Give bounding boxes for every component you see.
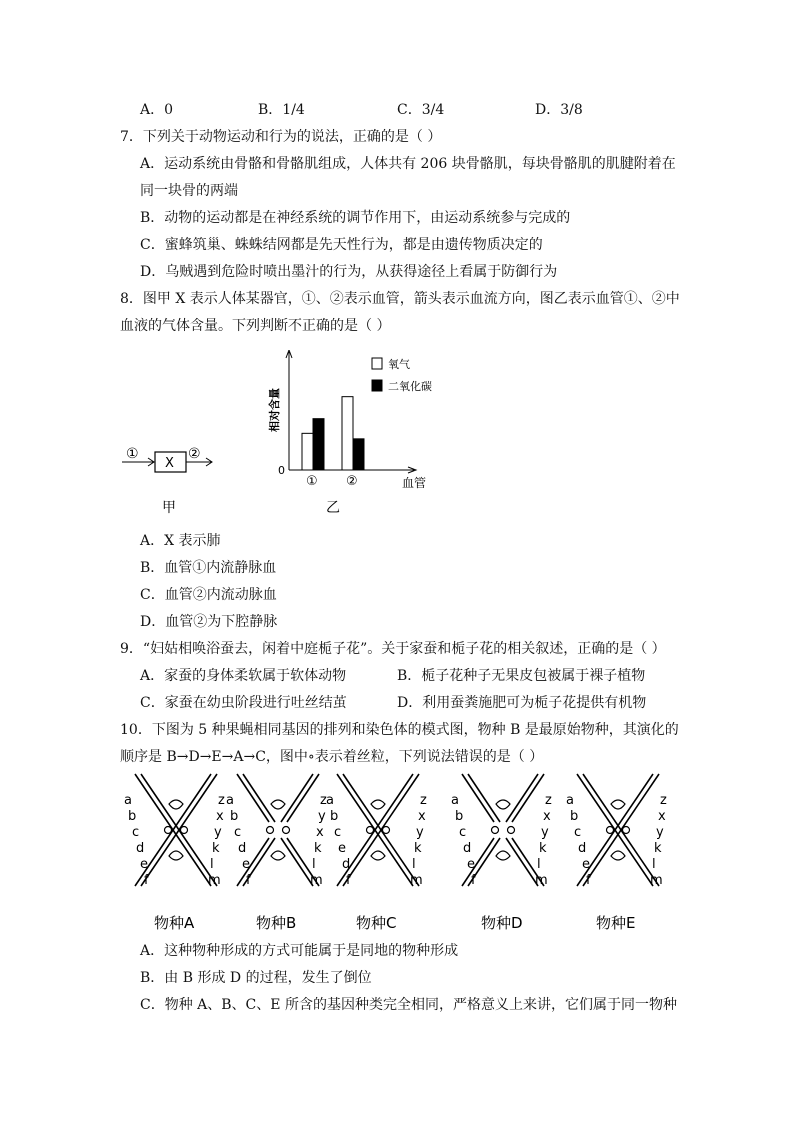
gene-label: c <box>234 825 242 840</box>
bar-oxygen-vessel-1 <box>302 433 313 470</box>
fig-jia-caption: 甲 <box>162 500 176 516</box>
q10-stem: 10．下图为 5 种果蝇相同基因的排列和染色体的模式图，物种 B 是最原始物种，其演化的 <box>120 722 679 738</box>
gene-label: b <box>455 809 464 824</box>
gene-label: l <box>210 857 214 872</box>
bar-co2-vessel-1 <box>313 419 324 470</box>
centromere-mark <box>267 827 274 834</box>
chromosome-species-1 <box>124 774 225 932</box>
legend-label: 氧气 <box>388 358 410 371</box>
q9-stem: 9．“妇姑相唤浴蚕去，闲着中庭栀子花”。关于家蚕和栀子花的相关叙述，正确的是（ ） <box>120 641 666 657</box>
q10-option-c: C．物种 A、B、C、E 所含的基因种类完全相同，严格意义上来讲，它们属于同一物种 <box>140 997 677 1013</box>
species-caption: 物种D <box>481 914 523 932</box>
centromere-mark <box>283 827 290 834</box>
q8-stem-cont: 血液的气体含量。下列判断不正确的是（ ） <box>120 318 391 334</box>
fig-jia-organ-label: X <box>165 456 174 471</box>
gene-label: e <box>582 857 590 872</box>
chromatid-line <box>281 838 313 886</box>
gene-label: z <box>420 793 427 808</box>
gene-label: z <box>545 793 552 808</box>
gene-label: z <box>320 793 327 808</box>
gene-label: b <box>570 809 579 824</box>
q7-option-c: C．蜜蜂筑巢、蛛蛛结网都是先天性行为，都是由遗传物质决定的 <box>140 237 543 253</box>
centromere-mark <box>623 827 630 834</box>
centromere-mark <box>607 827 614 834</box>
fig-yi-caption: 乙 <box>326 500 340 516</box>
gene-label: k <box>212 841 220 856</box>
gene-label: c <box>459 825 467 840</box>
chromatid-line <box>243 774 275 822</box>
q10-stem-cont: 顺序是 B→D→E→A→C，图中∘表示着丝粒，下列说法错误的是（ ） <box>120 749 544 765</box>
gene-label: l <box>652 857 656 872</box>
spindle-mark <box>611 851 625 860</box>
species-caption: 物种B <box>256 914 297 932</box>
legend-swatch <box>372 380 382 391</box>
gene-label: y <box>214 825 222 840</box>
chart-origin: 0 <box>278 464 285 477</box>
chart-xlabel: 血管 <box>402 476 427 490</box>
q6-option-d: D．3/8 <box>535 102 583 118</box>
gene-label: k <box>654 841 662 856</box>
spindle-mark <box>271 800 285 809</box>
chromatid-line <box>512 774 544 822</box>
spindle-mark <box>169 851 183 860</box>
gene-label: b <box>330 809 339 824</box>
gene-label: k <box>314 841 322 856</box>
species-caption: 物种C <box>356 914 397 932</box>
chromatid-line <box>462 774 494 822</box>
gene-label: d <box>136 841 145 856</box>
q7-stem: 7．下列关于动物运动和行为的说法，正确的是（ ） <box>120 129 442 145</box>
gene-label: a <box>451 793 459 808</box>
species-caption: 物种A <box>154 914 195 932</box>
q9-option-c: C．家蚕在幼虫阶段进行吐丝结茧 <box>140 695 347 711</box>
gene-label: a <box>326 793 334 808</box>
species-caption: 物种E <box>596 914 636 932</box>
gene-label: c <box>132 825 140 840</box>
chromatid-line <box>506 774 538 822</box>
q8-stem: 8．图甲 X 表示人体某器官，①、②表示血管，箭头表示血流方向，图乙表示血管①、②中 <box>120 291 680 307</box>
gene-label: d <box>463 841 472 856</box>
centromere-mark <box>508 827 515 834</box>
centromere-mark <box>367 827 374 834</box>
gene-label: m <box>535 873 548 888</box>
gene-label: k <box>414 841 422 856</box>
spindle-mark <box>169 800 183 809</box>
gene-label: x <box>658 809 666 824</box>
gene-label: y <box>318 809 326 824</box>
figure-jia <box>120 440 230 520</box>
bar-oxygen-vessel-2 <box>342 397 353 470</box>
gene-label: z <box>660 793 667 808</box>
gene-label: z <box>218 793 225 808</box>
gene-label: k <box>539 841 547 856</box>
gene-label: m <box>650 873 663 888</box>
legend-label: 二氧化碳 <box>388 380 432 393</box>
gene-label: f <box>246 873 251 888</box>
q7-option-b: B．动物的运动都是在神经系统的调节作用下，由运动系统参与完成的 <box>140 210 571 226</box>
q8-option-c: C．血管②内流动脉血 <box>140 587 277 603</box>
gene-label: y <box>541 825 549 840</box>
gene-label: a <box>566 793 574 808</box>
spindle-mark <box>271 851 285 860</box>
figure-yi-chart <box>262 350 442 520</box>
gene-label: x <box>316 825 324 840</box>
fig-jia-label-out: ② <box>188 446 201 462</box>
gene-label: b <box>230 809 239 824</box>
chromatid-line <box>468 774 500 822</box>
q10-option-b: B．由 B 形成 D 的过程，发生了倒位 <box>140 970 372 986</box>
centromere-mark <box>492 827 499 834</box>
q7-option-a: A．运动系统由骨骼和骨骼肌组成，人体共有 206 块骨骼肌，每块骨骼肌的肌腱附着在 <box>140 156 676 172</box>
gene-label: d <box>342 857 351 872</box>
gene-label: f <box>346 873 351 888</box>
gene-label: a <box>124 793 132 808</box>
gene-label: m <box>208 873 221 888</box>
gene-label: f <box>144 873 149 888</box>
gene-label: c <box>574 825 582 840</box>
spindle-mark <box>371 800 385 809</box>
gene-label: e <box>242 857 250 872</box>
spindle-mark <box>496 851 510 860</box>
spindle-mark <box>611 800 625 809</box>
q10-option-a: A．这种物种形成的方式可能属于是同地的物种形成 <box>140 943 459 959</box>
legend-swatch <box>372 358 382 369</box>
gene-label: b <box>128 809 137 824</box>
gene-label: e <box>467 857 475 872</box>
q8-option-d: D．血管②为下腔静脉 <box>140 614 278 630</box>
gene-label: m <box>410 873 423 888</box>
spindle-mark <box>371 851 385 860</box>
q6-option-a: A．0 <box>140 102 174 118</box>
gene-label: f <box>586 873 591 888</box>
gene-label: d <box>578 841 587 856</box>
gene-label: c <box>334 825 342 840</box>
chromosome-figure <box>118 770 688 940</box>
q9-option-b: B．栀子花种子无果皮包被属于裸子植物 <box>397 668 646 684</box>
centromere-mark <box>165 827 172 834</box>
q9-option-d: D．利用蚕粪施肥可为栀子花提供有机物 <box>397 695 647 711</box>
gene-label: e <box>338 841 346 856</box>
gene-label: l <box>412 857 416 872</box>
gene-label: y <box>416 825 424 840</box>
q6-option-c: C．3/4 <box>397 102 445 118</box>
chromatid-line <box>237 774 269 822</box>
chromatid-line <box>287 774 319 822</box>
gene-label: d <box>238 841 247 856</box>
chromatid-line <box>506 838 538 886</box>
chromosome-species-4 <box>451 774 552 932</box>
x-tick-label: ① <box>306 474 318 489</box>
fig-jia-label-in: ① <box>126 446 139 462</box>
bar-co2-vessel-2 <box>353 439 364 470</box>
gene-label: e <box>140 857 148 872</box>
q8-option-b: B．血管①内流静脉血 <box>140 560 277 576</box>
centromere-mark <box>181 827 188 834</box>
chromatid-line <box>281 774 313 822</box>
gene-label: x <box>418 809 426 824</box>
q6-option-b: B．1/4 <box>258 102 305 118</box>
q8-option-a: A．X 表示肺 <box>140 533 221 549</box>
chromosome-species-5 <box>566 774 667 932</box>
gene-label: a <box>226 793 234 808</box>
q7-option-a-cont: 同一块骨的两端 <box>140 183 238 199</box>
chart-ylabel: 相对含量 <box>268 388 281 432</box>
gene-label: l <box>312 857 316 872</box>
gene-label: l <box>537 857 541 872</box>
gene-label: x <box>216 809 224 824</box>
centromere-mark <box>383 827 390 834</box>
gene-label: y <box>656 825 664 840</box>
q7-option-d: D．乌贼遇到危险时喷出墨汁的行为，从获得途径上看属于防御行为 <box>140 264 558 280</box>
gene-label: f <box>471 873 476 888</box>
spindle-mark <box>496 800 510 809</box>
gene-label: m <box>310 873 323 888</box>
chromosome-species-2 <box>226 774 327 932</box>
gene-label: x <box>543 809 551 824</box>
x-tick-label: ② <box>346 474 358 489</box>
q9-option-a: A．家蚕的身体柔软属于软体动物 <box>140 668 347 684</box>
chromosome-species-3 <box>326 774 427 932</box>
